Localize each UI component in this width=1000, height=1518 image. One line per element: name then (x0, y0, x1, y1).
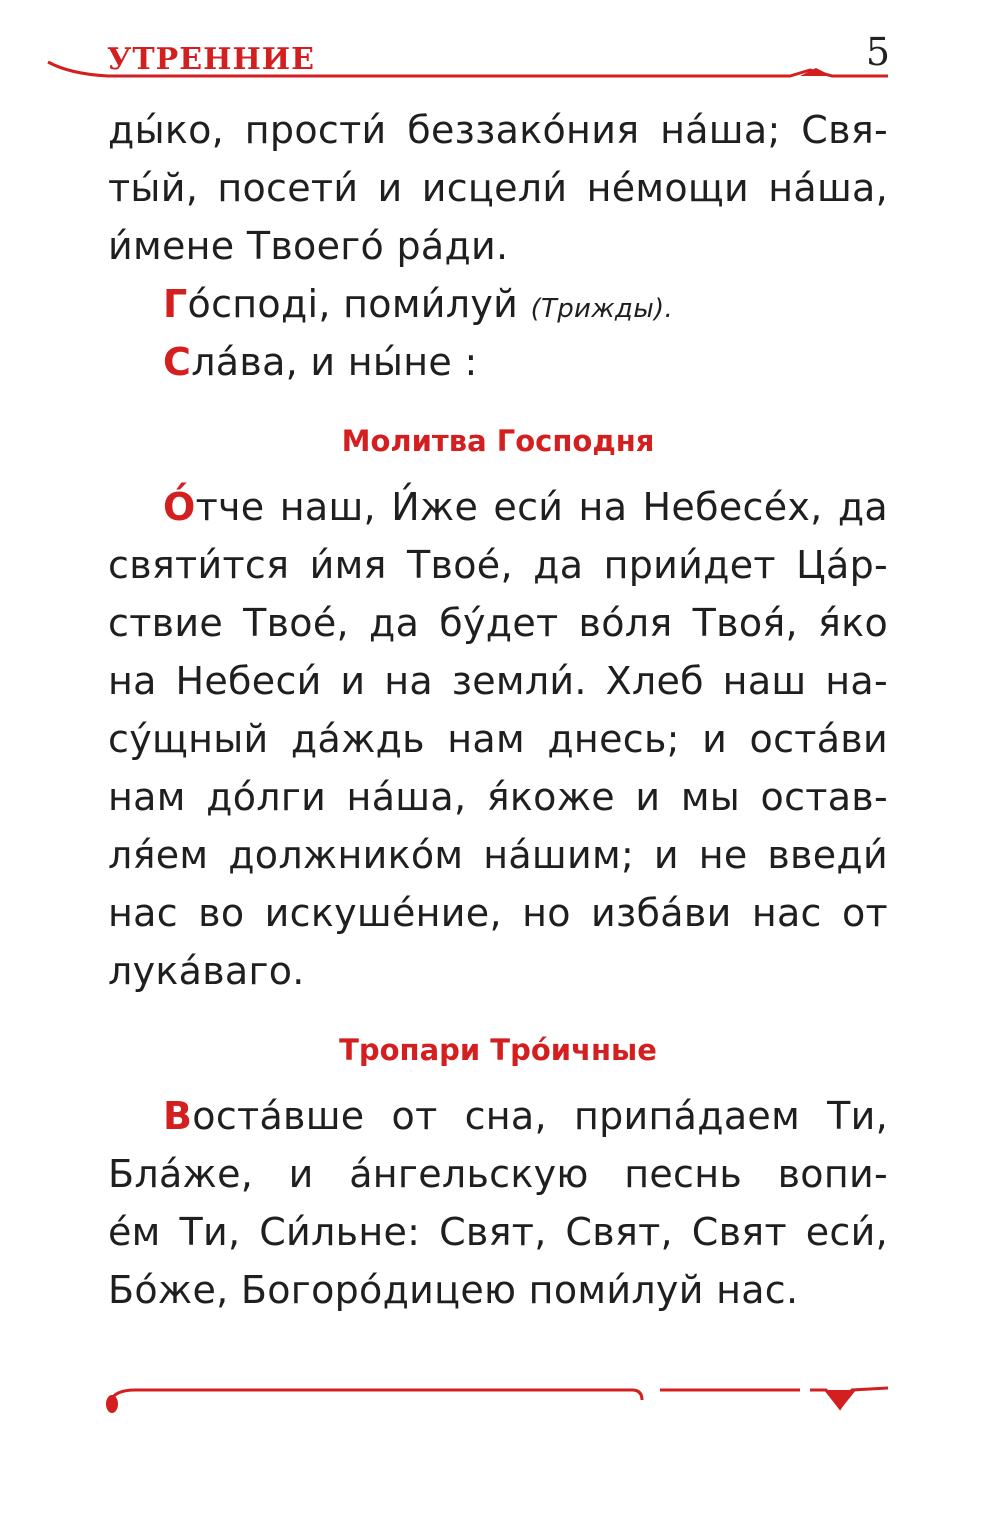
drop-cap: О́ (163, 485, 196, 529)
section-heading: Тропари Тро́ичные (339, 1033, 657, 1067)
text-line: лука́ваго. (108, 949, 305, 993)
text-line: и́мене Твоего́ ра́ди. (108, 224, 509, 268)
page-number: 5 (865, 30, 890, 74)
text-line (163, 1087, 888, 1145)
text-line: Бла́же, и а́нгельскую песнь вопи- (108, 1152, 888, 1196)
drop-cap: В (163, 1094, 193, 1138)
drop-cap: Г (163, 282, 188, 326)
text-line: нас во искуше́ние, но изба́ви нас от (108, 891, 888, 935)
section-heading: Молитва Господня (341, 424, 655, 458)
text-line: святи́тся и́мя Твое́, да прии́дет Ца́р- (108, 543, 888, 587)
text-line: на Небеси́ и на земли́. Хлеб наш на- (108, 659, 888, 703)
text-line: ты́й, посети́ и исцели́ не́мощи на́ша, (108, 166, 888, 210)
rubric-note: (Трижды). (530, 294, 674, 324)
text-line: Бо́же, Богоро́дицею поми́луй нас. (108, 1268, 799, 1312)
text-line: ля́ем должнико́м на́шим; и не введи́ (108, 833, 888, 877)
section-title: УТРЕННИЕ (107, 42, 315, 77)
text-line: е́м Ти, Си́льне: Свят, Свят, Свят еси́, (108, 1210, 888, 1254)
verse-slava (163, 333, 888, 391)
text-line: су́щный да́ждь нам днесь; и оста́ви (108, 717, 888, 761)
drop-cap: С (163, 340, 192, 384)
verse-text: ла́ва, и ны́не : (191, 340, 478, 384)
verse-text: оста́вше от сна, припа́даем Ти, (192, 1094, 888, 1138)
text-line: ды́ко, прости́ беззако́ния на́ша; Свя- (108, 108, 888, 152)
footer-ornament (0, 1370, 1000, 1450)
text-line (163, 478, 888, 536)
verse-text: о́сподi, поми́луй (187, 282, 531, 326)
text-line: нам до́лги на́ша, я́коже и мы остав- (108, 775, 888, 819)
text-line: ствие Твое́, да бу́дет во́ля Твоя́, я́ко (108, 601, 888, 645)
verse-gospodi (163, 275, 888, 338)
verse-text: тче наш, И́же еси́ на Небесе́х, да (195, 485, 888, 529)
